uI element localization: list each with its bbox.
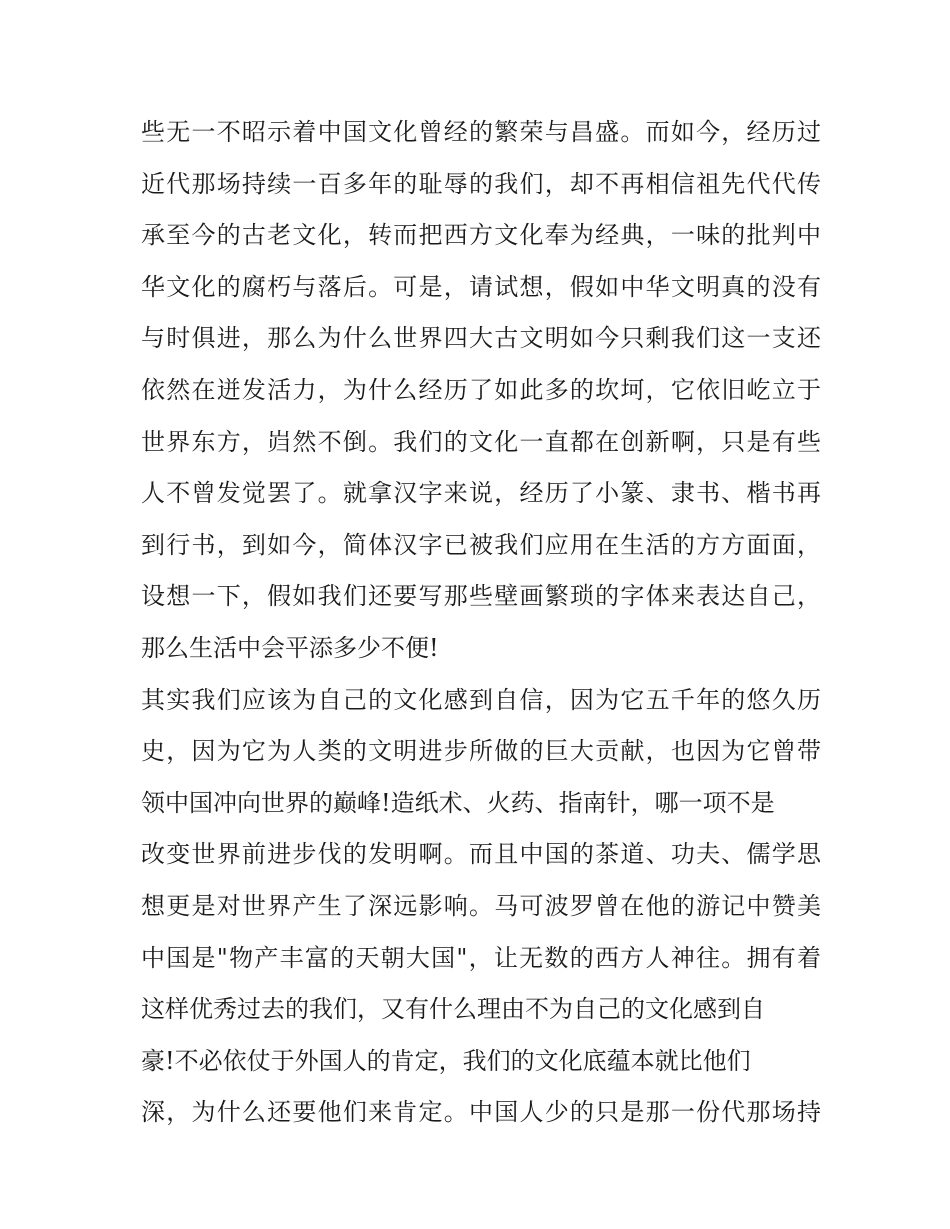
text-line: 世界东方，岿然不倒。我们的文化一直都在创新啊，只是有些 [141, 427, 821, 456]
text-line: 史，因为它为人类的文明进步所做的巨大贡献，也因为它曾带 [141, 737, 821, 766]
body-text [141, 107, 821, 1139]
text-line: 豪!不必依仗于外国人的肯定，我们的文化底蕴本就比他们 [141, 1046, 751, 1075]
text-line: 想更是对世界产生了深远影响。马可波罗曾在他的游记中赞美 [141, 891, 821, 920]
text-line: 中国是"物产丰富的天朝大国"，让无数的西方人神往。拥有着 [141, 943, 821, 972]
text-line: 到行书，到如今，简体汉字已被我们应用在生活的方方面面， [141, 530, 821, 559]
text-line: 领中国冲向世界的巅峰!造纸术、火药、指南针，哪一项不是 [141, 788, 775, 817]
text-line: 些无一不昭示着中国文化曾经的繁荣与昌盛。而如今，经历过 [141, 118, 821, 146]
text-line: 深，为什么还要他们来肯定。中国人少的只是那一份代那场持 [141, 1098, 821, 1127]
text-line: 其实我们应该为自己的文化感到自信，因为它五千年的悠久历 [141, 685, 821, 714]
text-line: 近代那场持续一百多年的耻辱的我们，却不再相信祖先代代传 [141, 169, 821, 198]
text-line: 与时俱进，那么为什么世界四大古文明如今只剩我们这一支还 [141, 324, 821, 353]
text-line: 改变世界前进步伐的发明啊。而且中国的茶道、功夫、儒学思 [141, 840, 821, 869]
text-line: 承至今的古老文化，转而把西方文化奉为经典，一味的批判中 [141, 221, 821, 250]
text-line: 华文化的腐朽与落后。可是，请试想，假如中华文明真的没有 [141, 272, 821, 301]
text-line: 依然在迸发活力，为什么经历了如此多的坎坷，它依旧屹立于 [141, 375, 821, 404]
text-line: 这样优秀过去的我们，又有什么理由不为自己的文化感到自 [141, 995, 765, 1024]
text-line: 设想一下，假如我们还要写那些壁画繁琐的字体来表达自己， [141, 582, 821, 611]
text-line: 人不曾发觉罢了。就拿汉字来说，经历了小篆、隶书、楷书再 [141, 479, 821, 508]
text-line: 那么生活中会平添多少不便! [141, 633, 439, 662]
